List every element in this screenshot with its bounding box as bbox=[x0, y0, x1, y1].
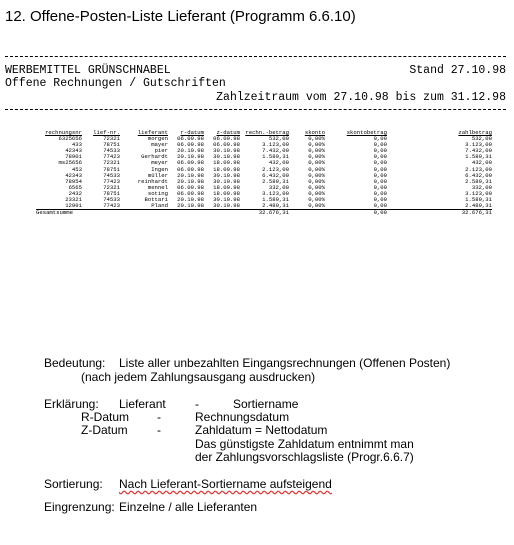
col-header-skonto: skonto bbox=[304, 129, 325, 136]
cell-zahlbetrag: 432,00 bbox=[471, 159, 492, 167]
cell-r-datum: 06.09.98 bbox=[177, 183, 204, 191]
cell-r-datum: 06.09.98 bbox=[177, 159, 204, 167]
total-rechn-betrag: 32.676,31 bbox=[240, 210, 289, 217]
cell-z-datum: 30.10.98 bbox=[213, 147, 240, 155]
cell-zahlbetrag: 2.123,00 bbox=[465, 165, 492, 173]
cell-lief-nr: 74533 bbox=[103, 171, 120, 179]
cell-r-datum: 20.10.98 bbox=[177, 153, 204, 161]
cell-skontobetrag: 0,00 bbox=[373, 165, 387, 173]
dash-z-datum: - bbox=[157, 423, 161, 437]
report-date: Stand 27.10.98 bbox=[409, 64, 506, 77]
cell-skonto: 0,00% bbox=[308, 177, 325, 185]
cell-rechn-betrag: 2.123,00 bbox=[262, 165, 289, 173]
total-label: Gesamtsumme bbox=[36, 210, 240, 217]
divider-bottom bbox=[5, 109, 506, 110]
cell-lief-nr: 77423 bbox=[103, 153, 120, 161]
term-lieferant: Lieferant bbox=[119, 397, 166, 411]
cell-lief-nr: 74533 bbox=[103, 147, 120, 155]
cell-rechn-betrag: 1.589,31 bbox=[262, 153, 289, 161]
cell-skontobetrag: 0,00 bbox=[373, 153, 387, 161]
cell-lief-nr: 78751 bbox=[103, 165, 120, 173]
sortierung-text: Nach Lieferant-Sortiername aufsteigend bbox=[119, 477, 332, 491]
cell-rechn-betrag: 2.589,31 bbox=[262, 177, 289, 185]
zdatum-extra-1: Das günstigste Zahldatum entnimmt man bbox=[195, 437, 414, 451]
cell-rechnungsnr: ms25656 bbox=[58, 159, 82, 167]
cell-lieferant: pier bbox=[154, 147, 168, 155]
cell-zahlbetrag: 2.489,31 bbox=[465, 202, 492, 210]
cell-lief-nr: 78751 bbox=[103, 141, 120, 149]
cell-lieferant: Pland bbox=[151, 202, 168, 210]
cell-skontobetrag: 0,00 bbox=[373, 177, 387, 185]
cell-skontobetrag: 0,00 bbox=[373, 202, 387, 210]
cell-skonto: 0,00% bbox=[308, 202, 325, 210]
cell-rechnungsnr: 42343 bbox=[65, 171, 82, 179]
col-header-r-datum: r-datum bbox=[180, 129, 204, 136]
cell-z-datum: 30.10.98 bbox=[213, 153, 240, 161]
col-header-rechn-betrag: rechn.-betrag bbox=[245, 129, 289, 136]
cell-lief-nr: 72321 bbox=[103, 159, 120, 167]
cell-z-datum: 30.10.98 bbox=[213, 196, 240, 204]
cell-skontobetrag: 0,00 bbox=[373, 159, 387, 167]
report-subtitle: Offene Rechnungen / Gutschriften bbox=[5, 77, 226, 90]
cell-lief-nr: 77423 bbox=[103, 177, 120, 185]
cell-zahlbetrag: 6.432,00 bbox=[465, 171, 492, 179]
cell-skontobetrag: 0,00 bbox=[373, 189, 387, 197]
cell-lief-nr: 72321 bbox=[103, 135, 120, 143]
dash-r-datum: - bbox=[157, 410, 161, 424]
cell-lief-nr: 72321 bbox=[103, 183, 120, 191]
cell-zahlbetrag: 2.589,31 bbox=[465, 177, 492, 185]
cell-skontobetrag: 0,00 bbox=[373, 141, 387, 149]
col-header-rechnungsnr: rechnungsnr bbox=[45, 129, 82, 136]
cell-rechn-betrag: 432,00 bbox=[268, 159, 289, 167]
cell-rechnungsnr: 2432 bbox=[68, 189, 82, 197]
cell-skonto: 0,00% bbox=[308, 147, 325, 155]
table-total-row bbox=[36, 210, 492, 217]
desc-z-datum: Zahldatum = Nettodatum bbox=[195, 423, 328, 437]
cell-rechn-betrag: 2.489,31 bbox=[262, 202, 289, 210]
erklaerung-label: Erklärung: bbox=[44, 397, 99, 411]
eingrenzung-label: Eingrenzung: bbox=[44, 500, 115, 514]
col-header-lief-nr: lief-nr. bbox=[93, 129, 120, 136]
bedeutung-text-2: (nach jedem Zahlungsausgang ausdrucken) bbox=[81, 370, 316, 384]
cell-lieferant: müller bbox=[147, 171, 168, 179]
total-skontobetrag: 0,00 bbox=[325, 210, 387, 217]
eingrenzung-text: Einzelne / alle Lieferanten bbox=[119, 500, 258, 514]
col-header-zahlbetrag: zahlbetrag bbox=[458, 129, 492, 136]
cell-z-datum: 18.09.98 bbox=[213, 183, 240, 191]
cell-lief-nr: 74533 bbox=[103, 196, 120, 204]
cell-lieferant: mennel bbox=[147, 183, 168, 191]
cell-rechnungsnr: 453 bbox=[71, 165, 82, 173]
cell-lief-nr: 78751 bbox=[103, 189, 120, 197]
cell-skonto: 0,00% bbox=[308, 165, 325, 173]
cell-zahlbetrag: 7.432,00 bbox=[465, 147, 492, 155]
payment-period: Zahlzeitraum vom 27.10.98 bis zum 31.12.98 bbox=[216, 91, 506, 104]
cell-skontobetrag: 0,00 bbox=[373, 196, 387, 204]
cell-lieferant: morgen bbox=[147, 135, 168, 143]
cell-rechn-betrag: 3.123,00 bbox=[262, 189, 289, 197]
cell-z-datum: 18.09.98 bbox=[213, 165, 240, 173]
col-header-skontobetrag: skontobetrag bbox=[346, 129, 387, 136]
cell-rechnungsnr: 6325656 bbox=[58, 135, 82, 143]
cell-lieferant: meyer bbox=[151, 159, 168, 167]
cell-rechnungsnr: 433 bbox=[71, 141, 82, 149]
term-z-datum: Z-Datum bbox=[81, 423, 128, 437]
cell-rechn-betrag: 532,00 bbox=[268, 135, 289, 143]
desc-r-datum: Rechnungsdatum bbox=[195, 410, 290, 424]
cell-lieferant: reinhardt bbox=[137, 177, 168, 185]
company-name: WERBEMITTEL GRÜNSCHNABEL bbox=[5, 64, 171, 77]
cell-lieferant: soting bbox=[147, 189, 168, 197]
cell-skontobetrag: 0,00 bbox=[373, 147, 387, 155]
cell-z-datum: 30.10.98 bbox=[213, 171, 240, 179]
divider-top bbox=[5, 56, 506, 57]
cell-r-datum: 06.09.98 bbox=[177, 189, 204, 197]
bedeutung-label: Bedeutung: bbox=[44, 356, 106, 370]
page-heading: 12. Offene-Posten-Liste Lieferant (Programm 6.6.10) bbox=[5, 8, 356, 25]
zdatum-extra-2: der Zahlungsvorschlagsliste (Progr.6.6.7) bbox=[195, 450, 414, 464]
cell-rechnungsnr: 78954 bbox=[65, 177, 82, 185]
cell-r-datum: 20.10.98 bbox=[177, 202, 204, 210]
cell-skontobetrag: 0,00 bbox=[373, 171, 387, 179]
cell-rechn-betrag: 7.432,00 bbox=[262, 147, 289, 155]
cell-rechnungsnr: 6565 bbox=[68, 183, 82, 191]
cell-rechn-betrag: 1.589,31 bbox=[262, 196, 289, 204]
cell-zahlbetrag: 3.123,00 bbox=[465, 141, 492, 149]
cell-lieferant: mayer bbox=[151, 141, 168, 149]
cell-skontobetrag: 0,00 bbox=[373, 183, 387, 191]
cell-zahlbetrag: 532,00 bbox=[471, 135, 492, 143]
total-skonto bbox=[289, 210, 325, 217]
cell-rechnungsnr: 42343 bbox=[65, 147, 82, 155]
desc-lieferant: Sortiername bbox=[233, 397, 299, 411]
cell-zahlbetrag: 1.589,31 bbox=[465, 153, 492, 161]
cell-z-datum: 30.10.98 bbox=[213, 177, 240, 185]
cell-r-datum: 06.09.98 bbox=[177, 135, 204, 143]
cell-skonto: 0,00% bbox=[308, 171, 325, 179]
cell-rechnungsnr: 78901 bbox=[65, 153, 82, 161]
cell-z-datum: 30.10.98 bbox=[213, 202, 240, 210]
cell-r-datum: 06.09.98 bbox=[177, 141, 204, 149]
cell-zahlbetrag: 332,00 bbox=[471, 183, 492, 191]
cell-r-datum: 20.10.98 bbox=[177, 147, 204, 155]
cell-zahlbetrag: 3.123,00 bbox=[465, 189, 492, 197]
cell-rechn-betrag: 332,00 bbox=[268, 183, 289, 191]
cell-z-datum: 18.09.98 bbox=[213, 159, 240, 167]
cell-r-datum: 20.10.98 bbox=[177, 177, 204, 185]
cell-skonto: 0,00% bbox=[308, 135, 325, 143]
cell-skonto: 0,00% bbox=[308, 189, 325, 197]
dash-lieferant: - bbox=[195, 397, 199, 411]
cell-skonto: 0,00% bbox=[308, 141, 325, 149]
term-r-datum: R-Datum bbox=[81, 410, 130, 424]
cell-lieferant: Ingen bbox=[151, 165, 168, 173]
open-items-table bbox=[36, 130, 492, 216]
cell-zahlbetrag: 1.589,31 bbox=[465, 196, 492, 204]
cell-z-datum: 18.09.98 bbox=[213, 189, 240, 197]
cell-lieferant: Bottari bbox=[144, 196, 168, 204]
cell-rechn-betrag: 6.432,00 bbox=[262, 171, 289, 179]
total-zahlbetrag: 32.676,31 bbox=[387, 210, 492, 217]
sortierung-label: Sortierung: bbox=[44, 477, 103, 491]
cell-lief-nr: 77423 bbox=[103, 202, 120, 210]
cell-r-datum: 06.09.98 bbox=[177, 165, 204, 173]
cell-skontobetrag: 0,00 bbox=[373, 135, 387, 143]
cell-rechn-betrag: 3.123,00 bbox=[262, 141, 289, 149]
cell-z-datum: 06.09.98 bbox=[213, 141, 240, 149]
cell-rechnungsnr: 12901 bbox=[65, 202, 82, 210]
cell-r-datum: 20.10.98 bbox=[177, 171, 204, 179]
cell-skonto: 0,00% bbox=[308, 183, 325, 191]
cell-skonto: 0,00% bbox=[308, 159, 325, 167]
cell-r-datum: 20.10.98 bbox=[177, 196, 204, 204]
col-header-z-datum: z-datum bbox=[216, 129, 240, 136]
bedeutung-text: Liste aller unbezahlten Eingangsrechnungen (Offenen Posten) bbox=[119, 356, 451, 370]
cell-rechnungsnr: 23321 bbox=[65, 196, 82, 204]
col-header-lieferant: lieferant bbox=[137, 129, 168, 136]
cell-z-datum: 06.09.98 bbox=[213, 135, 240, 143]
cell-lieferant: Gerhardt bbox=[141, 153, 168, 161]
cell-skonto: 0,00% bbox=[308, 153, 325, 161]
cell-skonto: 0,00% bbox=[308, 196, 325, 204]
